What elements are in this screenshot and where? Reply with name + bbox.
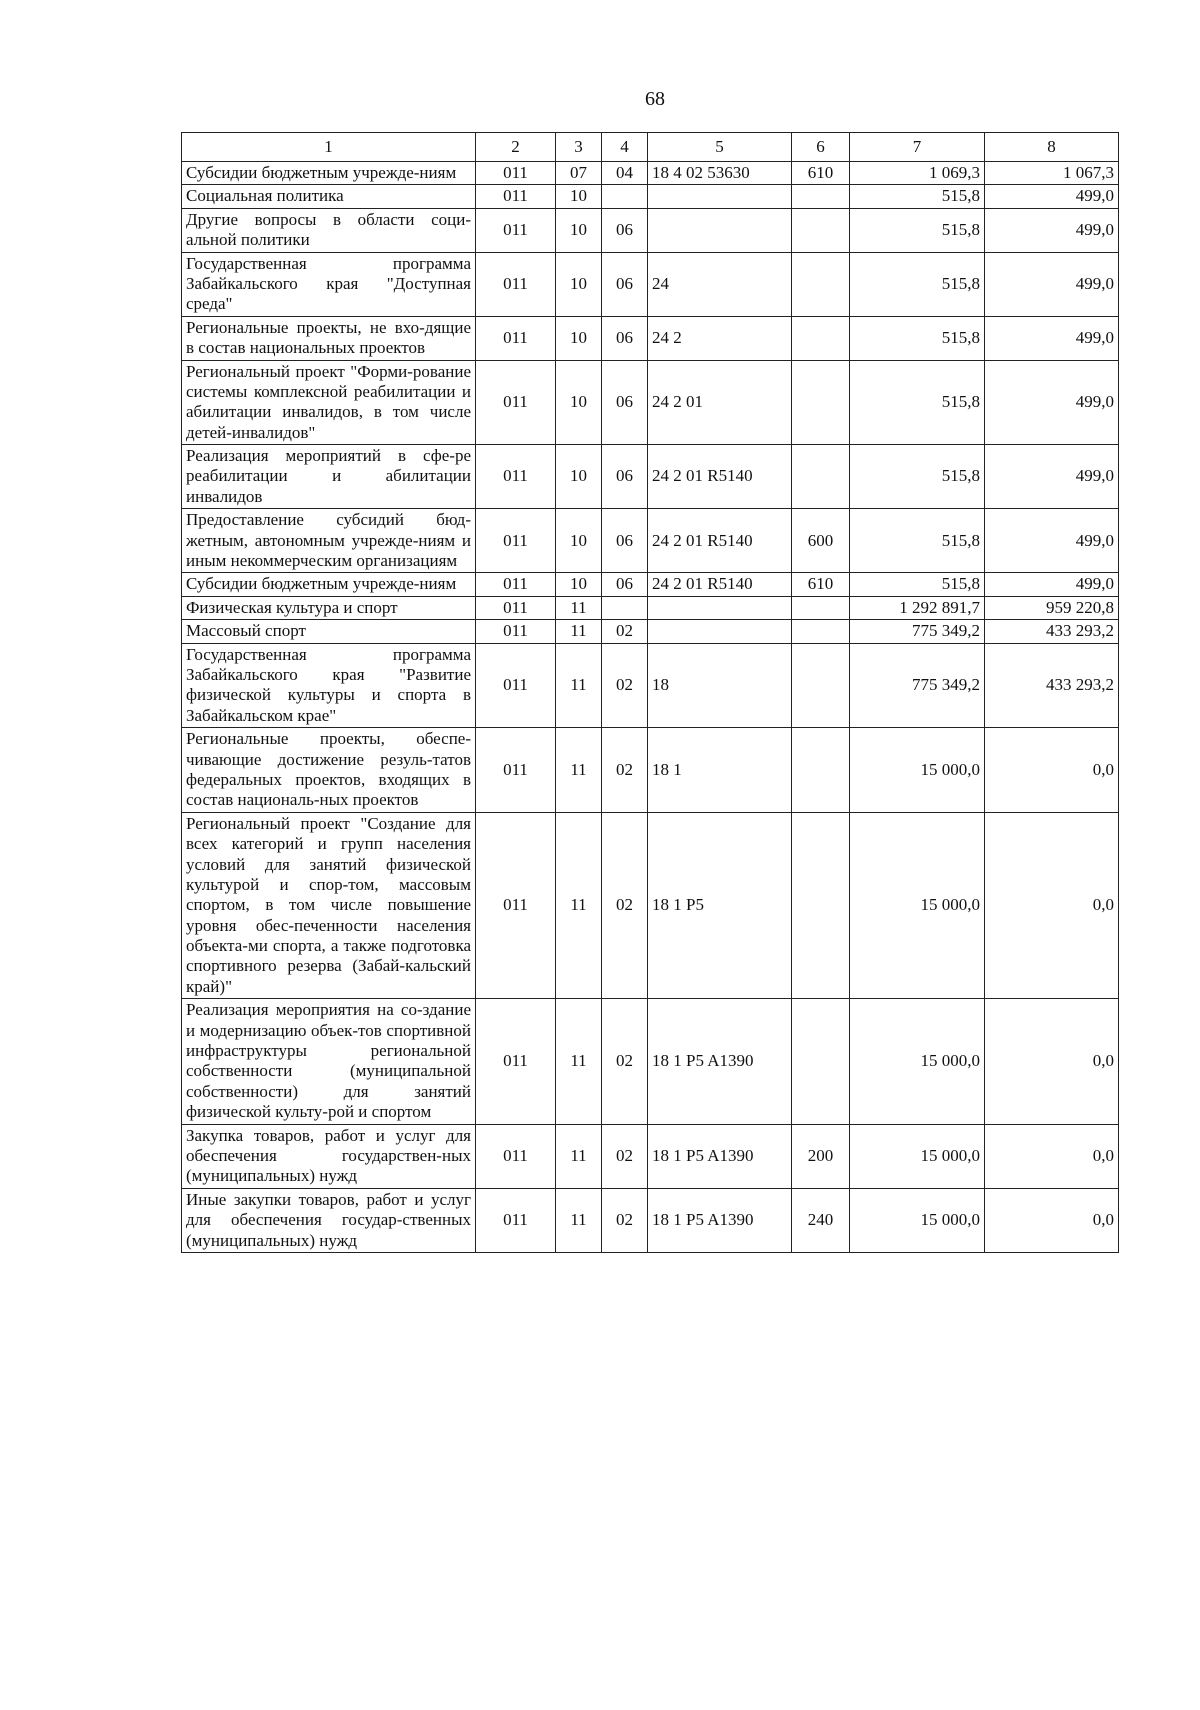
- cell-col2: 011: [476, 185, 556, 208]
- cell-col7: 515,8: [850, 573, 985, 596]
- column-header-6: 6: [792, 133, 850, 162]
- table-row: [182, 999, 1119, 1124]
- cell-col8: 0,0: [985, 1188, 1119, 1252]
- cell-name: Иные закупки товаров, работ и услуг для обеспечения государ-ственных (муниципальных) нужд: [182, 1188, 476, 1252]
- cell-col6: [792, 252, 850, 316]
- table-row: [182, 185, 1119, 208]
- cell-name: Региональный проект "Создание для всех категорий и групп населения условий для занятий физической культурой и спор-том, массовым спортом, в том числе повышение уровня обес-печенности населения объекта-ми спорта, а также подготовка спортивного резерва (Забай-кальский край)": [182, 812, 476, 999]
- cell-col6: [792, 316, 850, 360]
- table-row: [182, 620, 1119, 643]
- cell-col4: 02: [602, 1188, 648, 1252]
- cell-col8: 499,0: [985, 208, 1119, 252]
- cell-col8: 433 293,2: [985, 643, 1119, 728]
- cell-name: Реализация мероприятий в сфе-ре реабилитации и абилитации инвалидов: [182, 445, 476, 509]
- cell-col3: 11: [556, 643, 602, 728]
- cell-col8: 1 067,3: [985, 162, 1119, 185]
- cell-col3: 10: [556, 185, 602, 208]
- cell-col4: [602, 185, 648, 208]
- cell-col7: 15 000,0: [850, 1124, 985, 1188]
- cell-col6: 600: [792, 509, 850, 573]
- cell-col5: 18 1 P5 A1390: [648, 1124, 792, 1188]
- cell-col8: 0,0: [985, 999, 1119, 1124]
- cell-col4: 02: [602, 812, 648, 999]
- cell-col5: 18 4 02 53630: [648, 162, 792, 185]
- table-row: [182, 812, 1119, 999]
- cell-col3: 10: [556, 208, 602, 252]
- cell-col6: 610: [792, 162, 850, 185]
- cell-col7: 515,8: [850, 185, 985, 208]
- table-row: [182, 208, 1119, 252]
- cell-col8: 499,0: [985, 445, 1119, 509]
- cell-col5: [648, 185, 792, 208]
- cell-col3: 11: [556, 812, 602, 999]
- table-row: [182, 728, 1119, 813]
- cell-col4: 06: [602, 208, 648, 252]
- cell-col8: 499,0: [985, 509, 1119, 573]
- table-row: [182, 573, 1119, 596]
- cell-col2: 011: [476, 509, 556, 573]
- cell-name: Социальная политика: [182, 185, 476, 208]
- cell-col5: 18 1: [648, 728, 792, 813]
- cell-name: Предоставление субсидий бюд-жетным, автономным учрежде-ниям и иным некоммерческим организациям: [182, 509, 476, 573]
- cell-col8: 959 220,8: [985, 596, 1119, 619]
- cell-col6: [792, 185, 850, 208]
- cell-col5: 18 1 P5 A1390: [648, 1188, 792, 1252]
- cell-col2: 011: [476, 162, 556, 185]
- column-header-5: 5: [648, 133, 792, 162]
- cell-col6: [792, 596, 850, 619]
- cell-name: Физическая культура и спорт: [182, 596, 476, 619]
- column-header-2: 2: [476, 133, 556, 162]
- cell-col4: 02: [602, 643, 648, 728]
- cell-col8: 0,0: [985, 812, 1119, 999]
- budget-table: [181, 132, 1119, 1253]
- cell-col3: 10: [556, 360, 602, 445]
- cell-col2: 011: [476, 360, 556, 445]
- cell-name: Государственная программа Забайкальского края "Развитие физической культуры и спорта в Забайкальском крае": [182, 643, 476, 728]
- cell-col7: 15 000,0: [850, 812, 985, 999]
- cell-col8: 499,0: [985, 185, 1119, 208]
- cell-col2: 011: [476, 1188, 556, 1252]
- cell-col7: 1 069,3: [850, 162, 985, 185]
- cell-col8: 499,0: [985, 252, 1119, 316]
- cell-col6: [792, 360, 850, 445]
- cell-col3: 10: [556, 316, 602, 360]
- cell-col5: 24 2: [648, 316, 792, 360]
- cell-name: Закупка товаров, работ и услуг для обеспечения государствен-ных (муниципальных) нужд: [182, 1124, 476, 1188]
- cell-col2: 011: [476, 643, 556, 728]
- header-row: [182, 133, 1119, 162]
- cell-name: Массовый спорт: [182, 620, 476, 643]
- cell-col4: 06: [602, 509, 648, 573]
- cell-name: Реализация мероприятия на со-здание и модернизацию объек-тов спортивной инфраструктуры региональной собственности (муниципальной собственности) для занятий физической культу-рой и спортом: [182, 999, 476, 1124]
- cell-col2: 011: [476, 620, 556, 643]
- cell-col3: 11: [556, 728, 602, 813]
- cell-col3: 11: [556, 620, 602, 643]
- cell-col2: 011: [476, 812, 556, 999]
- cell-col3: 11: [556, 596, 602, 619]
- cell-col6: 610: [792, 573, 850, 596]
- cell-col8: 0,0: [985, 1124, 1119, 1188]
- cell-name: Субсидии бюджетным учрежде-ниям: [182, 573, 476, 596]
- cell-name: Другие вопросы в области соци-альной политики: [182, 208, 476, 252]
- table-row: [182, 445, 1119, 509]
- table-row: [182, 509, 1119, 573]
- cell-col4: 06: [602, 573, 648, 596]
- table-row: [182, 1124, 1119, 1188]
- cell-name: Государственная программа Забайкальского края "Доступная среда": [182, 252, 476, 316]
- cell-col6: [792, 812, 850, 999]
- cell-col5: 24 2 01: [648, 360, 792, 445]
- column-header-4: 4: [602, 133, 648, 162]
- cell-col5: 24 2 01 R5140: [648, 509, 792, 573]
- page-number: 68: [645, 88, 665, 110]
- cell-col8: 0,0: [985, 728, 1119, 813]
- cell-col8: 499,0: [985, 360, 1119, 445]
- cell-col2: 011: [476, 1124, 556, 1188]
- table-row: [182, 643, 1119, 728]
- cell-col4: 02: [602, 728, 648, 813]
- table-row: [182, 162, 1119, 185]
- table-row: [182, 360, 1119, 445]
- table-row: [182, 316, 1119, 360]
- cell-col7: 775 349,2: [850, 643, 985, 728]
- cell-col7: 15 000,0: [850, 1188, 985, 1252]
- cell-col5: [648, 596, 792, 619]
- cell-col2: 011: [476, 208, 556, 252]
- table-row: [182, 1188, 1119, 1252]
- cell-col7: 15 000,0: [850, 728, 985, 813]
- cell-col5: 24 2 01 R5140: [648, 573, 792, 596]
- cell-col2: 011: [476, 252, 556, 316]
- table-row: [182, 596, 1119, 619]
- cell-col3: 11: [556, 1124, 602, 1188]
- cell-col4: 02: [602, 1124, 648, 1188]
- cell-col4: 06: [602, 252, 648, 316]
- cell-name: Региональные проекты, обеспе-чивающие достижение резуль-татов федеральных проектов, входящих в состав националь-ных проектов: [182, 728, 476, 813]
- cell-col4: 02: [602, 999, 648, 1124]
- cell-col4: 04: [602, 162, 648, 185]
- cell-col2: 011: [476, 316, 556, 360]
- cell-col5: 24: [648, 252, 792, 316]
- cell-name: Субсидии бюджетным учрежде-ниям: [182, 162, 476, 185]
- cell-col6: [792, 643, 850, 728]
- cell-col7: 1 292 891,7: [850, 596, 985, 619]
- cell-col6: 240: [792, 1188, 850, 1252]
- column-header-1: 1: [182, 133, 476, 162]
- cell-col3: 10: [556, 509, 602, 573]
- column-header-3: 3: [556, 133, 602, 162]
- cell-col7: 775 349,2: [850, 620, 985, 643]
- cell-col5: 18: [648, 643, 792, 728]
- cell-col3: 07: [556, 162, 602, 185]
- cell-col2: 011: [476, 728, 556, 813]
- cell-col5: 24 2 01 R5140: [648, 445, 792, 509]
- cell-col4: 06: [602, 360, 648, 445]
- cell-col6: [792, 208, 850, 252]
- table-body: [182, 162, 1119, 1253]
- cell-col7: 515,8: [850, 208, 985, 252]
- column-header-7: 7: [850, 133, 985, 162]
- cell-col2: 011: [476, 596, 556, 619]
- column-header-8: 8: [985, 133, 1119, 162]
- cell-col8: 433 293,2: [985, 620, 1119, 643]
- cell-col7: 515,8: [850, 360, 985, 445]
- cell-col2: 011: [476, 445, 556, 509]
- cell-col2: 011: [476, 573, 556, 596]
- cell-col6: 200: [792, 1124, 850, 1188]
- cell-col2: 011: [476, 999, 556, 1124]
- cell-col6: [792, 620, 850, 643]
- cell-col6: [792, 999, 850, 1124]
- cell-col7: 515,8: [850, 316, 985, 360]
- cell-col7: 15 000,0: [850, 999, 985, 1124]
- cell-col3: 10: [556, 252, 602, 316]
- cell-col3: 11: [556, 999, 602, 1124]
- cell-col3: 10: [556, 573, 602, 596]
- cell-col4: 06: [602, 445, 648, 509]
- cell-name: Региональные проекты, не вхо-дящие в состав национальных проектов: [182, 316, 476, 360]
- cell-col6: [792, 728, 850, 813]
- cell-col7: 515,8: [850, 445, 985, 509]
- cell-col7: 515,8: [850, 252, 985, 316]
- cell-col3: 10: [556, 445, 602, 509]
- table-row: [182, 252, 1119, 316]
- cell-col5: [648, 620, 792, 643]
- cell-col8: 499,0: [985, 316, 1119, 360]
- cell-col4: 06: [602, 316, 648, 360]
- cell-name: Региональный проект "Форми-рование системы комплексной реабилитации и абилитации инвалидов, в том числе детей-инвалидов": [182, 360, 476, 445]
- cell-col4: [602, 596, 648, 619]
- cell-col5: 18 1 P5: [648, 812, 792, 999]
- cell-col3: 11: [556, 1188, 602, 1252]
- cell-col4: 02: [602, 620, 648, 643]
- cell-col5: 18 1 P5 A1390: [648, 999, 792, 1124]
- cell-col5: [648, 208, 792, 252]
- cell-col7: 515,8: [850, 509, 985, 573]
- cell-col6: [792, 445, 850, 509]
- cell-col8: 499,0: [985, 573, 1119, 596]
